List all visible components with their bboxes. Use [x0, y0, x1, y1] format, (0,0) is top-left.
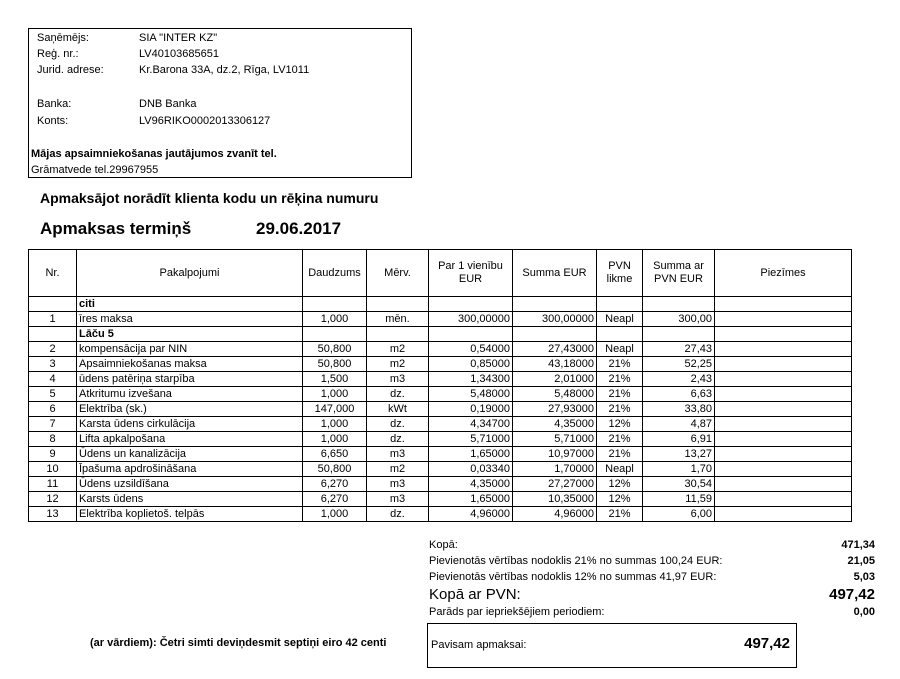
row-unit: mēn. — [367, 312, 429, 327]
row-vat-rate: 21% — [597, 402, 643, 417]
row-quantity: 50,800 — [303, 342, 367, 357]
row-sum-with-vat: 27,43 — [643, 342, 715, 357]
row-note — [715, 432, 852, 447]
header-notes: Piezīmes — [715, 250, 852, 297]
row-unit-price: 0,85000 — [429, 357, 513, 372]
table-row — [29, 447, 852, 462]
row-quantity: 1,000 — [303, 312, 367, 327]
empty-cell — [367, 297, 429, 312]
row-unit: m3 — [367, 477, 429, 492]
row-nr: 11 — [29, 477, 77, 492]
row-service: Atkritumu izvešana — [77, 387, 303, 402]
row-sum-with-vat: 52,25 — [643, 357, 715, 372]
table-row — [29, 342, 852, 357]
row-unit: dz. — [367, 507, 429, 522]
row-vat-rate: 12% — [597, 417, 643, 432]
row-note — [715, 342, 852, 357]
invoice-table — [28, 249, 852, 522]
row-unit-price: 1,34300 — [429, 372, 513, 387]
vat12-label: Pievienotās vērtības nodoklis 12% no summas 41,97 EUR: — [429, 571, 717, 583]
row-quantity: 50,800 — [303, 357, 367, 372]
row-vat-rate: Neapl — [597, 342, 643, 357]
row-service: Karsts ūdens — [77, 492, 303, 507]
total-value: 471,34 — [841, 539, 875, 551]
row-service: ūdens patēriņa starpība — [77, 372, 303, 387]
due-date: 29.06.2017 — [256, 219, 342, 238]
empty-cell — [715, 297, 852, 312]
row-quantity: 50,800 — [303, 462, 367, 477]
empty-cell — [643, 327, 715, 342]
header-sum-with-vat: Summa ar PVN EUR — [643, 250, 715, 297]
table-row — [29, 357, 852, 372]
row-quantity: 6,270 — [303, 477, 367, 492]
empty-cell — [643, 297, 715, 312]
vat21-value: 21,05 — [847, 555, 875, 567]
empty-cell — [597, 327, 643, 342]
empty-cell — [513, 327, 597, 342]
row-sum: 4,96000 — [513, 507, 597, 522]
row-sum-with-vat: 6,91 — [643, 432, 715, 447]
row-service: Apsaimniekošanas maksa — [77, 357, 303, 372]
empty-cell — [367, 327, 429, 342]
row-sum-with-vat: 300,00 — [643, 312, 715, 327]
empty-cell — [29, 327, 77, 342]
row-note — [715, 402, 852, 417]
row-sum: 2,01000 — [513, 372, 597, 387]
row-unit-price: 0,19000 — [429, 402, 513, 417]
row-unit: m3 — [367, 372, 429, 387]
table-body — [29, 297, 852, 522]
row-vat-rate: 21% — [597, 447, 643, 462]
row-unit-price: 0,03340 — [429, 462, 513, 477]
table-header-row — [29, 250, 852, 297]
empty-cell — [303, 327, 367, 342]
row-unit-price: 1,65000 — [429, 447, 513, 462]
header-sum: Summa EUR — [513, 250, 597, 297]
row-sum: 5,71000 — [513, 432, 597, 447]
row-sum: 300,00000 — [513, 312, 597, 327]
table-row — [29, 387, 852, 402]
header-unit: Mērv. — [367, 250, 429, 297]
row-note — [715, 447, 852, 462]
empty-cell — [429, 327, 513, 342]
account-label: Konts: — [37, 115, 69, 127]
table-row — [29, 507, 852, 522]
vat12-value: 5,03 — [853, 571, 875, 583]
row-quantity: 1,000 — [303, 387, 367, 402]
row-sum-with-vat: 2,43 — [643, 372, 715, 387]
empty-cell — [429, 297, 513, 312]
row-service: Īpašuma apdrošināšana — [77, 462, 303, 477]
row-sum-with-vat: 13,27 — [643, 447, 715, 462]
recipient-value: SIA "INTER KZ" — [139, 32, 218, 44]
row-sum-with-vat: 11,59 — [643, 492, 715, 507]
row-sum: 27,27000 — [513, 477, 597, 492]
row-unit: m2 — [367, 342, 429, 357]
table-group-row — [29, 327, 852, 342]
total-label: Kopā: — [429, 539, 458, 551]
row-sum-with-vat: 6,63 — [643, 387, 715, 402]
header-nr: Nr. — [29, 250, 77, 297]
row-unit-price: 4,35000 — [429, 477, 513, 492]
row-sum: 10,35000 — [513, 492, 597, 507]
row-vat-rate: Neapl — [597, 462, 643, 477]
row-unit-price: 4,96000 — [429, 507, 513, 522]
reg-nr-label: Reģ. nr.: — [37, 48, 79, 60]
row-sum-with-vat: 1,70 — [643, 462, 715, 477]
row-quantity: 1,000 — [303, 507, 367, 522]
row-service: Ūdens uzsildīšana — [77, 477, 303, 492]
row-unit-price: 5,48000 — [429, 387, 513, 402]
row-unit-price: 0,54000 — [429, 342, 513, 357]
row-sum-with-vat: 33,80 — [643, 402, 715, 417]
total-with-vat-value: 497,42 — [829, 586, 875, 603]
total-payable-label: Pavisam apmaksai: — [431, 639, 527, 651]
row-sum: 10,97000 — [513, 447, 597, 462]
row-unit-price: 1,65000 — [429, 492, 513, 507]
legal-address-label: Jurid. adrese: — [37, 64, 104, 76]
bank-value: DNB Banka — [139, 98, 197, 110]
row-note — [715, 417, 852, 432]
row-sum: 5,48000 — [513, 387, 597, 402]
row-nr: 6 — [29, 402, 77, 417]
row-unit: dz. — [367, 432, 429, 447]
row-unit-price: 300,00000 — [429, 312, 513, 327]
table-row — [29, 462, 852, 477]
group-name: citi — [77, 297, 303, 312]
row-unit: m3 — [367, 447, 429, 462]
recipient-label: Saņēmējs: — [37, 32, 89, 44]
row-unit: m2 — [367, 462, 429, 477]
account-value: LV96RIKO0002013306127 — [139, 115, 271, 127]
row-sum: 4,35000 — [513, 417, 597, 432]
row-unit: dz. — [367, 387, 429, 402]
empty-cell — [513, 297, 597, 312]
amount-in-words: (ar vārdiem): Četri simti deviņdesmit septiņi eiro 42 centi — [90, 637, 387, 649]
row-nr: 4 — [29, 372, 77, 387]
row-note — [715, 357, 852, 372]
row-unit-price: 4,34700 — [429, 417, 513, 432]
table-row — [29, 312, 852, 327]
header-services: Pakalpojumi — [77, 250, 303, 297]
debt-label: Parāds par iepriekšējiem periodiem: — [429, 606, 605, 618]
row-unit: kWt — [367, 402, 429, 417]
row-nr: 1 — [29, 312, 77, 327]
row-note — [715, 372, 852, 387]
row-sum-with-vat: 30,54 — [643, 477, 715, 492]
row-unit: m2 — [367, 357, 429, 372]
table-row — [29, 402, 852, 417]
row-vat-rate: 21% — [597, 387, 643, 402]
row-vat-rate: Neapl — [597, 312, 643, 327]
row-quantity: 147,000 — [303, 402, 367, 417]
debt-value: 0,00 — [853, 606, 875, 618]
row-sum-with-vat: 6,00 — [643, 507, 715, 522]
row-service: Karsta ūdens cirkulācija — [77, 417, 303, 432]
empty-cell — [303, 297, 367, 312]
row-sum-with-vat: 4,87 — [643, 417, 715, 432]
table-row — [29, 477, 852, 492]
empty-cell — [715, 327, 852, 342]
legal-address-value: Kr.Barona 33A, dz.2, Rīga, LV1011 — [139, 64, 310, 76]
row-unit: m3 — [367, 492, 429, 507]
bank-label: Banka: — [37, 98, 72, 110]
table-row — [29, 492, 852, 507]
row-quantity: 6,270 — [303, 492, 367, 507]
row-quantity: 6,650 — [303, 447, 367, 462]
row-note — [715, 462, 852, 477]
vat21-label: Pievienotās vērtības nodoklis 21% no summas 100,24 EUR: — [429, 555, 723, 567]
row-unit: dz. — [367, 417, 429, 432]
row-quantity: 1,000 — [303, 417, 367, 432]
row-quantity: 1,000 — [303, 432, 367, 447]
row-sum: 43,18000 — [513, 357, 597, 372]
row-unit-price: 5,71000 — [429, 432, 513, 447]
row-note — [715, 477, 852, 492]
contact-note-bold: Mājas apsaimniekošanas jautājumos zvanīt tel. — [31, 148, 277, 160]
row-vat-rate: 21% — [597, 432, 643, 447]
total-with-vat-label: Kopā ar PVN: — [429, 586, 521, 603]
row-nr: 8 — [29, 432, 77, 447]
total-payable-value: 497,42 — [744, 635, 790, 652]
row-sum: 27,43000 — [513, 342, 597, 357]
table-row — [29, 432, 852, 447]
empty-cell — [29, 297, 77, 312]
row-vat-rate: 21% — [597, 372, 643, 387]
table-row — [29, 417, 852, 432]
empty-cell — [597, 297, 643, 312]
row-vat-rate: 12% — [597, 477, 643, 492]
row-nr: 5 — [29, 387, 77, 402]
row-note — [715, 507, 852, 522]
row-nr: 10 — [29, 462, 77, 477]
row-vat-rate: 21% — [597, 507, 643, 522]
reg-nr-value: LV40103685651 — [139, 48, 219, 60]
row-quantity: 1,500 — [303, 372, 367, 387]
contact-note: Grāmatvede tel.29967955 — [31, 164, 159, 176]
due-label: Apmaksas termiņš — [40, 219, 192, 238]
total-payable-box — [427, 623, 797, 668]
row-nr: 13 — [29, 507, 77, 522]
row-nr: 3 — [29, 357, 77, 372]
row-vat-rate: 12% — [597, 492, 643, 507]
payment-instruction: Apmaksājot norādīt klienta kodu un rēķina numuru — [40, 190, 379, 206]
row-service: Ūdens un kanalizācija — [77, 447, 303, 462]
row-service: īres maksa — [77, 312, 303, 327]
header-unit-price: Par 1 vienību EUR — [429, 250, 513, 297]
group-name: Lāču 5 — [77, 327, 303, 342]
recipient-box — [28, 28, 412, 178]
table-row — [29, 372, 852, 387]
table-group-row — [29, 297, 852, 312]
row-vat-rate: 21% — [597, 357, 643, 372]
row-note — [715, 492, 852, 507]
row-note — [715, 312, 852, 327]
row-sum: 27,93000 — [513, 402, 597, 417]
row-nr: 7 — [29, 417, 77, 432]
row-service: Elektrība koplietoš. telpās — [77, 507, 303, 522]
row-service: Elektrība (sk.) — [77, 402, 303, 417]
row-service: kompensācija par NIN — [77, 342, 303, 357]
row-nr: 12 — [29, 492, 77, 507]
header-vat-rate: PVN likme — [597, 250, 643, 297]
row-note — [715, 387, 852, 402]
row-nr: 2 — [29, 342, 77, 357]
row-service: Lifta apkalpošana — [77, 432, 303, 447]
row-sum: 1,70000 — [513, 462, 597, 477]
header-quantity: Daudzums — [303, 250, 367, 297]
row-nr: 9 — [29, 447, 77, 462]
